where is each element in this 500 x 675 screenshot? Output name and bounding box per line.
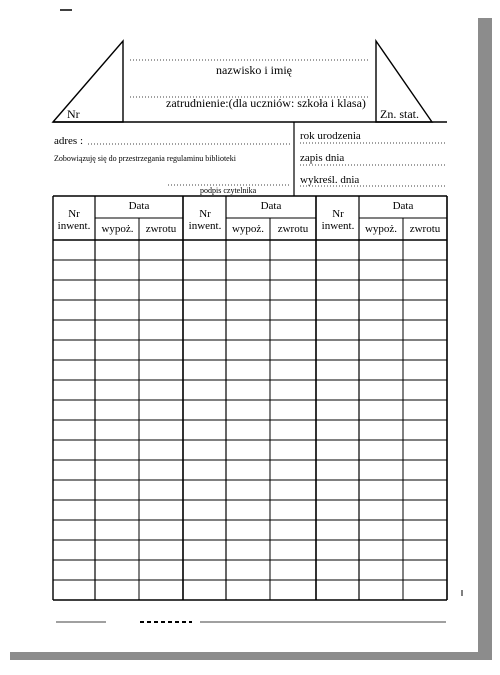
signature-label: podpis czytelnika	[200, 186, 257, 195]
name-label: nazwisko i imię	[216, 63, 292, 77]
removed-label: wykreśl. dnia	[300, 174, 360, 186]
address-label: adres :	[54, 135, 84, 147]
returned-header: zwrotu	[409, 223, 441, 235]
status-label: Zn. stat.	[380, 107, 419, 121]
date-header: Data	[128, 200, 150, 212]
enrolled-label: zapis dnia	[300, 152, 345, 164]
borrowed-header: wypoż.	[101, 223, 134, 235]
table-grid	[53, 196, 447, 600]
returned-header: zwrotu	[277, 223, 309, 235]
inventory-header: Nr inwent.	[321, 208, 355, 232]
nr-label: Nr	[67, 107, 80, 121]
date-header: Data	[392, 200, 414, 212]
returned-header: zwrotu	[145, 223, 177, 235]
inventory-header: Nr inwent.	[57, 208, 91, 232]
nr-triangle	[53, 41, 123, 122]
inventory-header: Nr inwent.	[188, 208, 222, 232]
borrowed-header: wypoż.	[231, 223, 265, 235]
employment-label: zatrudnienie:(dla uczniów: szkoła i klasa)	[166, 96, 366, 110]
borrowed-header: wypoż.	[364, 223, 398, 235]
birth-year-label: rok urodzenia	[300, 130, 361, 142]
date-header: Data	[260, 200, 282, 212]
pledge-text: Zobowiązuję się do przestrzegania regulaminu biblioteki	[54, 154, 236, 163]
